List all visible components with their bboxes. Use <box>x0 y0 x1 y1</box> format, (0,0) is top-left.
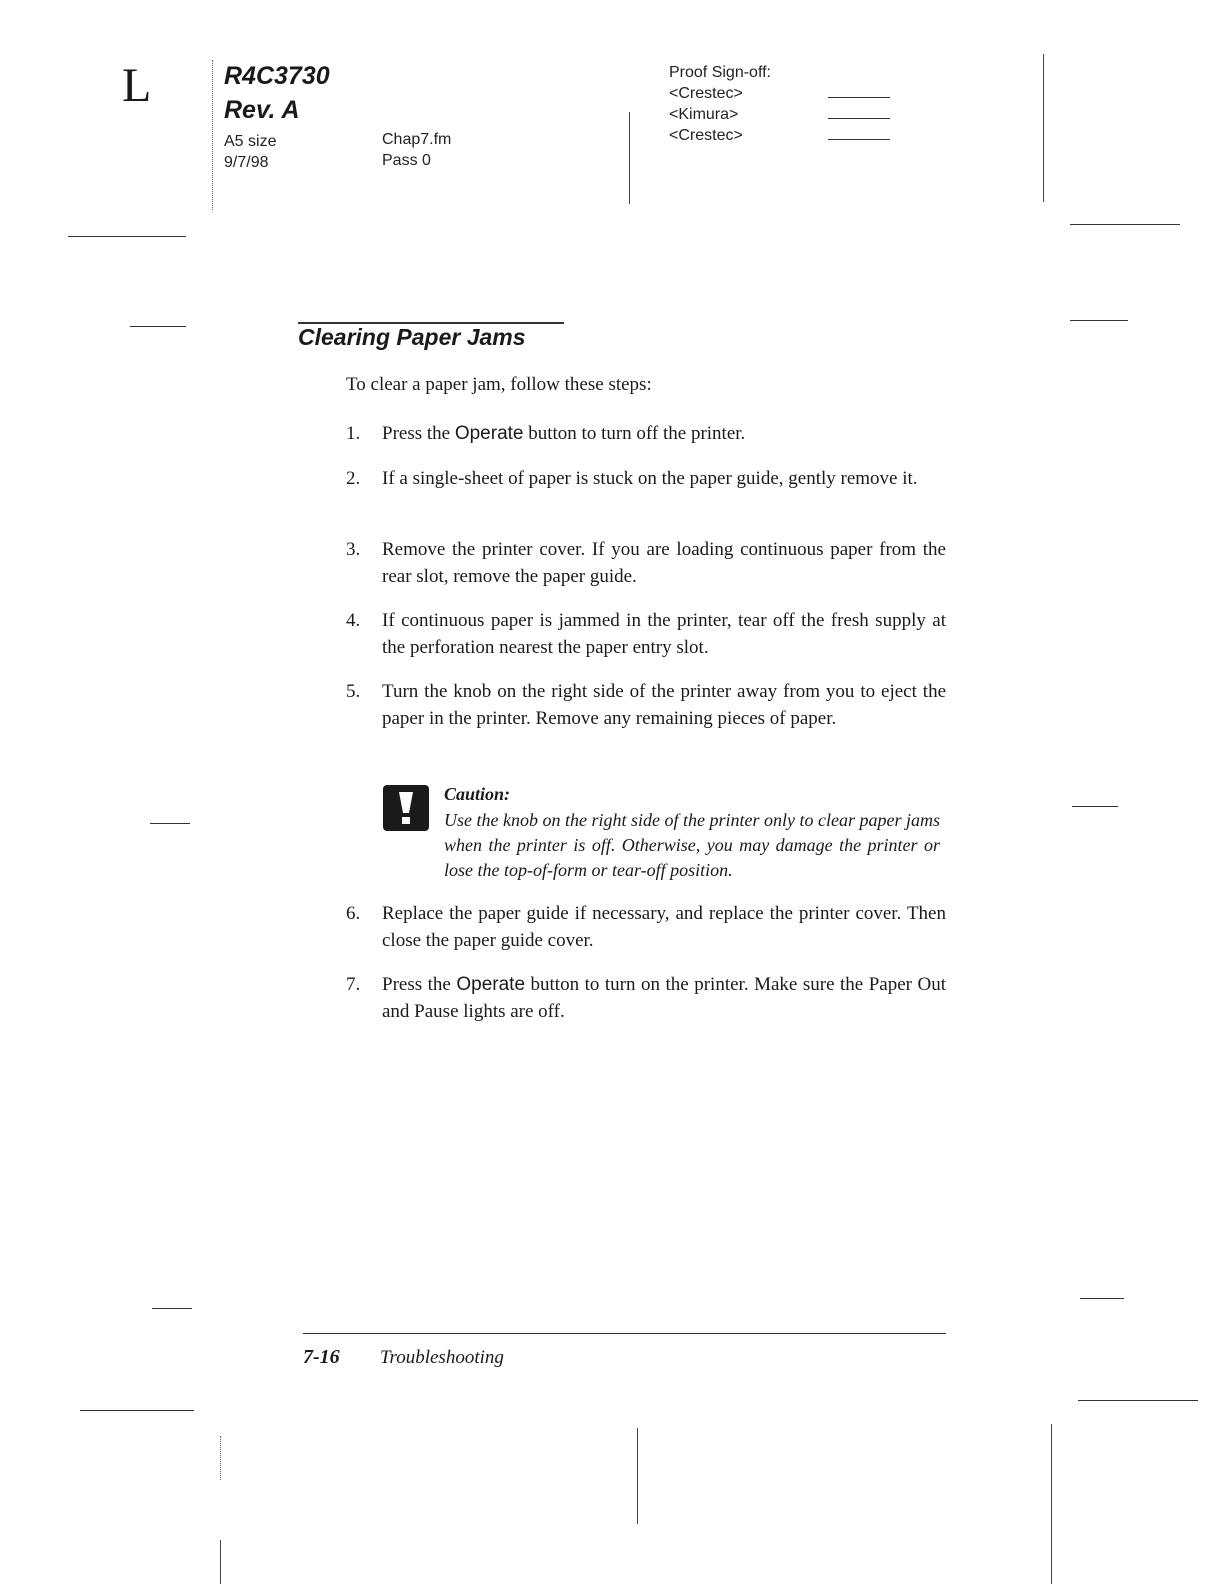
proof-signer: <Kimura> <box>669 106 739 123</box>
step-text: If a single-sheet of paper is stuck on the paper guide, gently remove it. <box>382 468 918 489</box>
crop-mark <box>130 326 186 327</box>
operate-button-label: Operate <box>456 974 526 995</box>
margin-line <box>220 1540 221 1584</box>
exclamation-icon <box>383 785 429 831</box>
step-number: 2. <box>346 468 361 489</box>
margin-line <box>1043 54 1044 202</box>
footer-rule <box>303 1333 946 1334</box>
margin-line <box>212 60 213 210</box>
page-size: A5 size <box>224 133 277 150</box>
step-text: button to turn on the printer. Make sure the Paper Out and Pause lights are off. <box>382 974 947 1022</box>
exclamation-caution-icon <box>383 785 429 831</box>
step-number: 3. <box>346 539 361 560</box>
step-text: Turn the knob on the right side of the printer away from you to eject the paper in the printer. Remove any remaining pieces of paper. <box>382 681 946 729</box>
file-name: Chap7.fm <box>382 131 452 148</box>
step-number: 4. <box>346 610 361 631</box>
margin-line <box>629 112 630 204</box>
signoff-line <box>828 139 890 140</box>
document-id: R4C3730 <box>224 62 330 90</box>
margin-line <box>220 1436 221 1480</box>
step-number: 1. <box>346 423 361 444</box>
crop-mark <box>80 1410 194 1411</box>
proof-heading: Proof Sign-off: <box>669 64 771 81</box>
signoff-line <box>828 118 890 119</box>
step-text: If continuous paper is jammed in the printer, tear off the fresh supply at the perforation nearest the paper entry slot. <box>382 610 946 658</box>
step-number: 7. <box>346 974 361 995</box>
pass-label: Pass 0 <box>382 152 431 169</box>
proof-signoff <box>669 62 771 146</box>
crop-mark <box>1070 224 1180 225</box>
crop-mark <box>1080 1298 1124 1299</box>
footer-section-name: Troubleshooting <box>380 1347 504 1368</box>
caution-text: Use the knob on the right side of the printer only to clear paper jams when the printer is off. Otherwise, you may damage the printer or lose the top-of-form or tear-off position. <box>444 810 940 880</box>
margin-line <box>637 1428 638 1524</box>
page-number: 7-16 <box>303 1346 340 1368</box>
crop-mark <box>152 1308 192 1309</box>
side-letter: L <box>122 59 152 112</box>
signoff-line <box>828 97 890 98</box>
step-number: 5. <box>346 681 361 702</box>
step-text: Press the <box>382 974 457 995</box>
step-text: Remove the printer cover. If you are loading continuous paper from the rear slot, remove the paper guide. <box>382 539 946 587</box>
step-text: Replace the paper guide if necessary, and replace the printer cover. Then close the paper guide cover. <box>382 903 946 951</box>
crop-mark <box>1078 1400 1198 1401</box>
step-number: 6. <box>346 903 361 924</box>
date: 9/7/98 <box>224 154 269 171</box>
crop-mark <box>68 236 186 237</box>
caution-title: Caution: <box>444 784 511 804</box>
operate-button-label: Operate <box>454 423 524 444</box>
revision-label: Rev. A <box>224 96 300 124</box>
proof-signer: <Crestec> <box>669 85 743 102</box>
step-text: button to turn off the printer. <box>523 423 746 444</box>
margin-line <box>1051 1424 1052 1584</box>
crop-mark <box>150 823 190 824</box>
crop-mark <box>1072 806 1118 807</box>
intro-text: To clear a paper jam, follow these steps: <box>346 374 652 395</box>
section-title: Clearing Paper Jams <box>298 324 526 350</box>
crop-mark <box>1070 320 1128 321</box>
step-text: Press the <box>382 423 455 444</box>
proof-signer: <Crestec> <box>669 127 743 144</box>
